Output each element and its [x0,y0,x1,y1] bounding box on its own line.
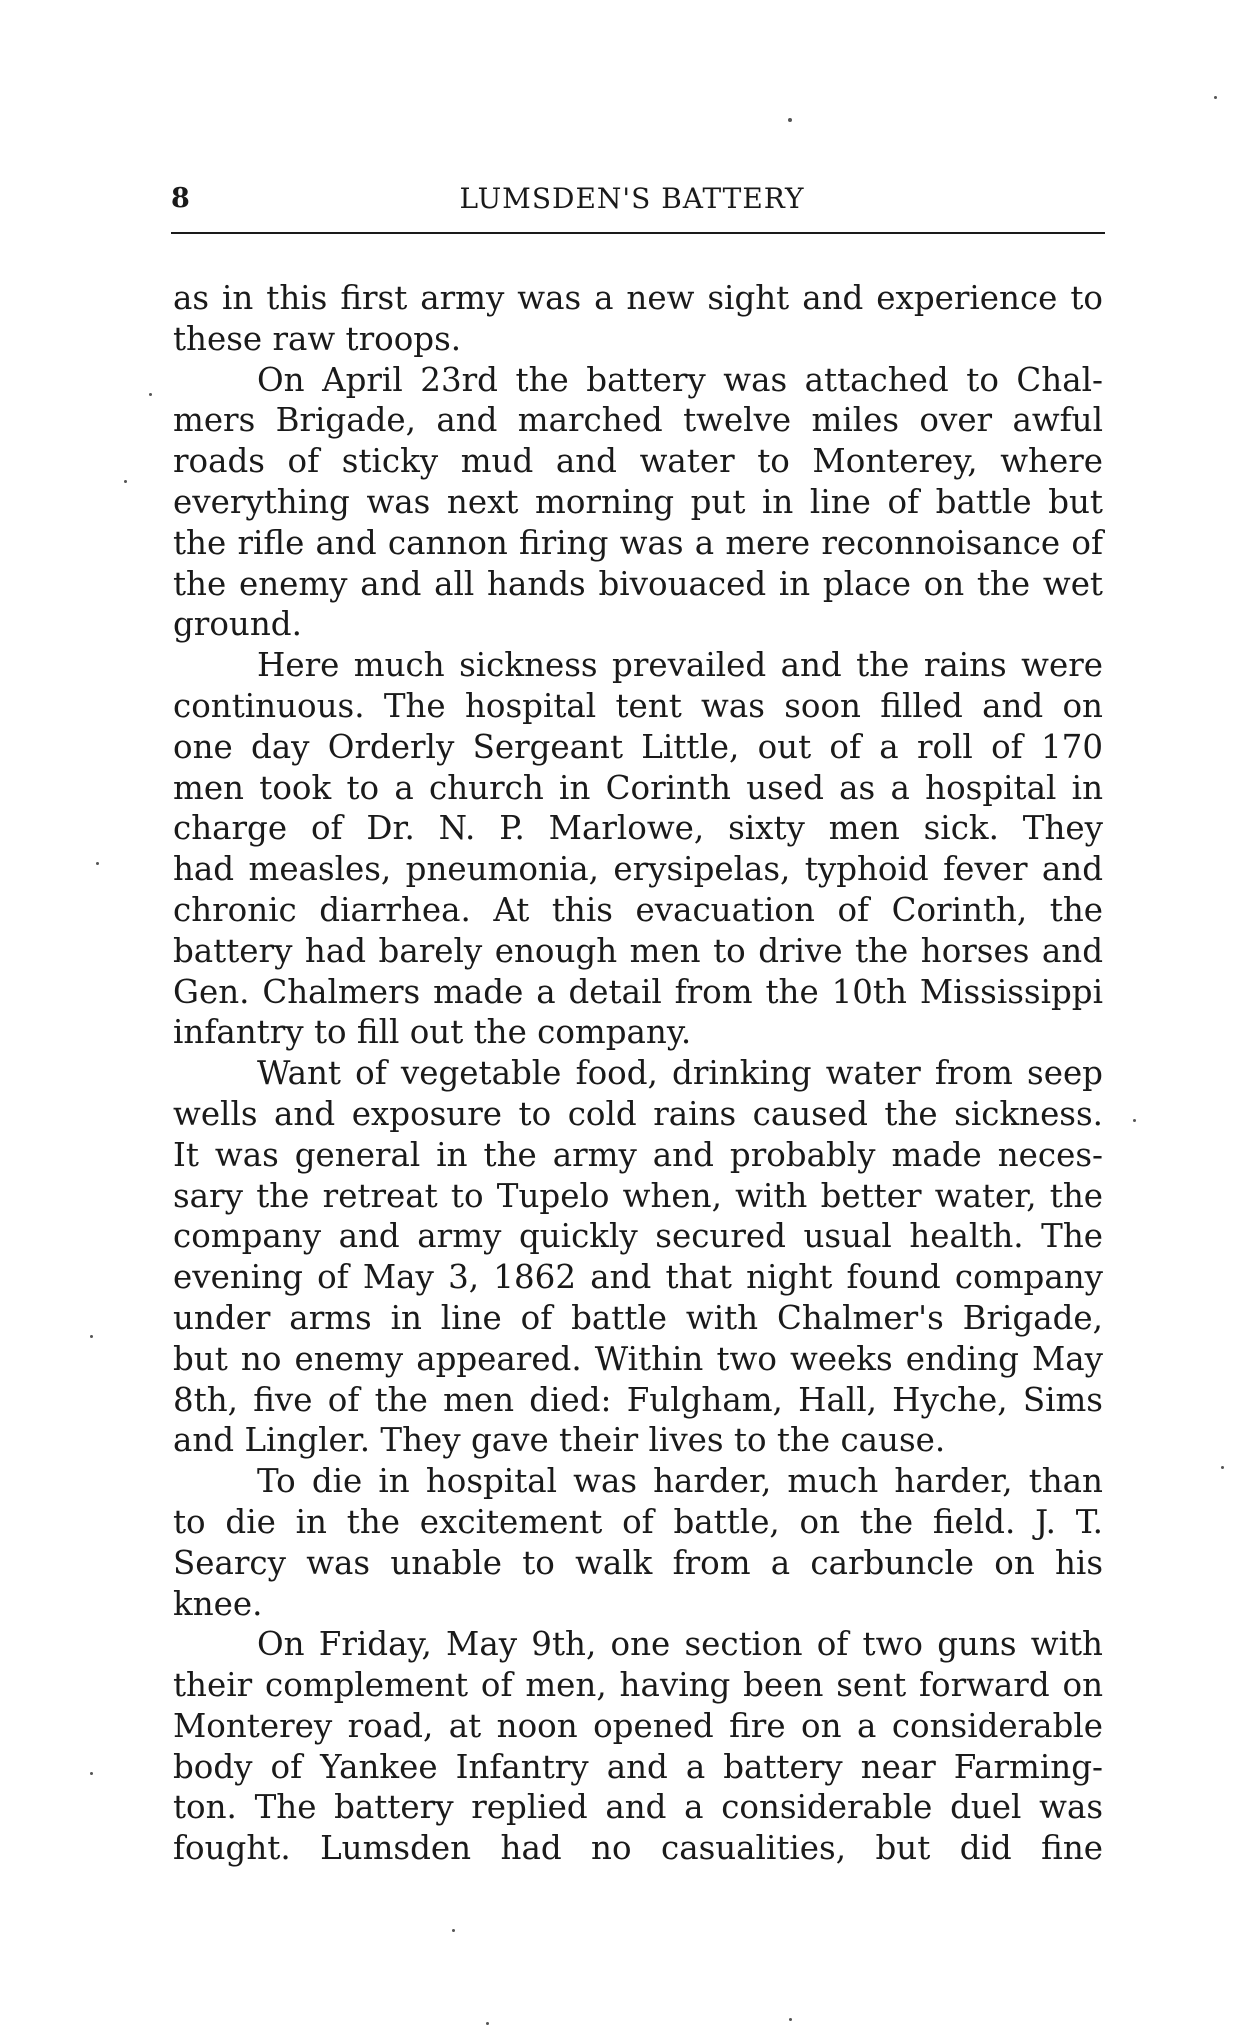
text-line: Here much sickness prevailed and the rains were [257,646,1103,685]
text-line: the rifle and cannon firing was a mere reconnoisance of [173,523,1103,562]
text-line: Want of vegetable food, drinking water from seep [257,1054,1103,1093]
text-line: ground. [173,605,302,644]
text-line: evening of May 3, 1862 and that night found company [173,1258,1103,1297]
text-line: the enemy and all hands bivouaced in place on the wet [173,564,1103,603]
text-line: battery had barely enough men to drive the horses and [173,931,1103,970]
scan-speck [90,1335,93,1338]
text-line: company and army quickly secured usual health. The [173,1217,1103,1256]
text-line: had measles, pneumonia, erysipelas, typhoid fever and [173,850,1103,889]
text-line: charge of Dr. N. P. Marlowe, sixty men sick. They [173,809,1103,848]
text-line: fought. Lumsden had no casualities, but did fine [173,1829,1103,1868]
text-line: ton. The battery replied and a considerable duel was [173,1788,1103,1827]
text-line: and Lingler. They gave their lives to the cause. [173,1421,946,1460]
scan-speck [789,2018,792,2021]
text-line: these raw troops. [173,319,462,358]
scan-speck [96,862,99,865]
text-line: To die in hospital was harder, much harder, than [257,1462,1103,1501]
text-line: mers Brigade, and marched twelve miles over awful [173,401,1103,440]
text-line: body of Yankee Infantry and a battery near Farming- [173,1747,1103,1786]
text-line: Gen. Chalmers made a detail from the 10th Mississippi [173,972,1103,1011]
scan-speck [1133,1119,1136,1122]
text-line: It was general in the army and probably made neces- [173,1135,1103,1174]
page-number: 8 [171,183,190,214]
text-line: roads of sticky mud and water to Monterey, where [173,442,1103,481]
text-line: continuous. The hospital tent was soon filled and on [173,686,1103,725]
scan-speck [486,2022,489,2025]
scan-speck [452,1929,455,1932]
text-line: On April 23rd the battery was attached to Chal- [257,360,1103,399]
scan-speck [90,1772,93,1775]
text-line: knee. [173,1584,263,1623]
text-line: under arms in line of battle with Chalmer's Brigade, [173,1298,1103,1337]
text-line: infantry to fill out the company. [173,1013,692,1052]
header-rule [171,232,1105,234]
running-head: LUMSDEN'S BATTERY [459,182,805,215]
text-line: men took to a church in Corinth used as a hospital in [173,768,1103,807]
text-line: Searcy was unable to walk from a carbuncle on his [173,1543,1103,1582]
body-text [173,278,1103,1869]
text-line: Monterey road, at noon opened fire on a considerable [173,1706,1103,1745]
text-line: sary the retreat to Tupelo when, with better water, the [173,1176,1103,1215]
text-line: their complement of men, having been sent forward on [173,1666,1103,1705]
scan-speck [124,480,127,483]
text-line: as in this first army was a new sight and experience to [173,279,1103,317]
text-line: one day Orderly Sergeant Little, out of a roll of 170 [173,727,1103,766]
text-line: but no enemy appeared. Within two weeks ending May [173,1339,1103,1378]
scan-speck [149,393,152,396]
scan-speck [1221,1466,1224,1469]
text-line: chronic diarrhea. At this evacuation of Corinth, the [173,890,1103,929]
text-line: 8th, five of the men died: Fulgham, Hall, Hyche, Sims [173,1380,1103,1419]
text-line: wells and exposure to cold rains caused the sickness. [173,1094,1103,1133]
text-line: everything was next morning put in line of battle but [173,482,1103,521]
text-line: On Friday, May 9th, one section of two guns with [257,1625,1103,1664]
scan-speck [1214,96,1217,99]
scan-speck [788,118,792,122]
text-line: to die in the excitement of battle, on the field. J. T. [173,1502,1103,1541]
